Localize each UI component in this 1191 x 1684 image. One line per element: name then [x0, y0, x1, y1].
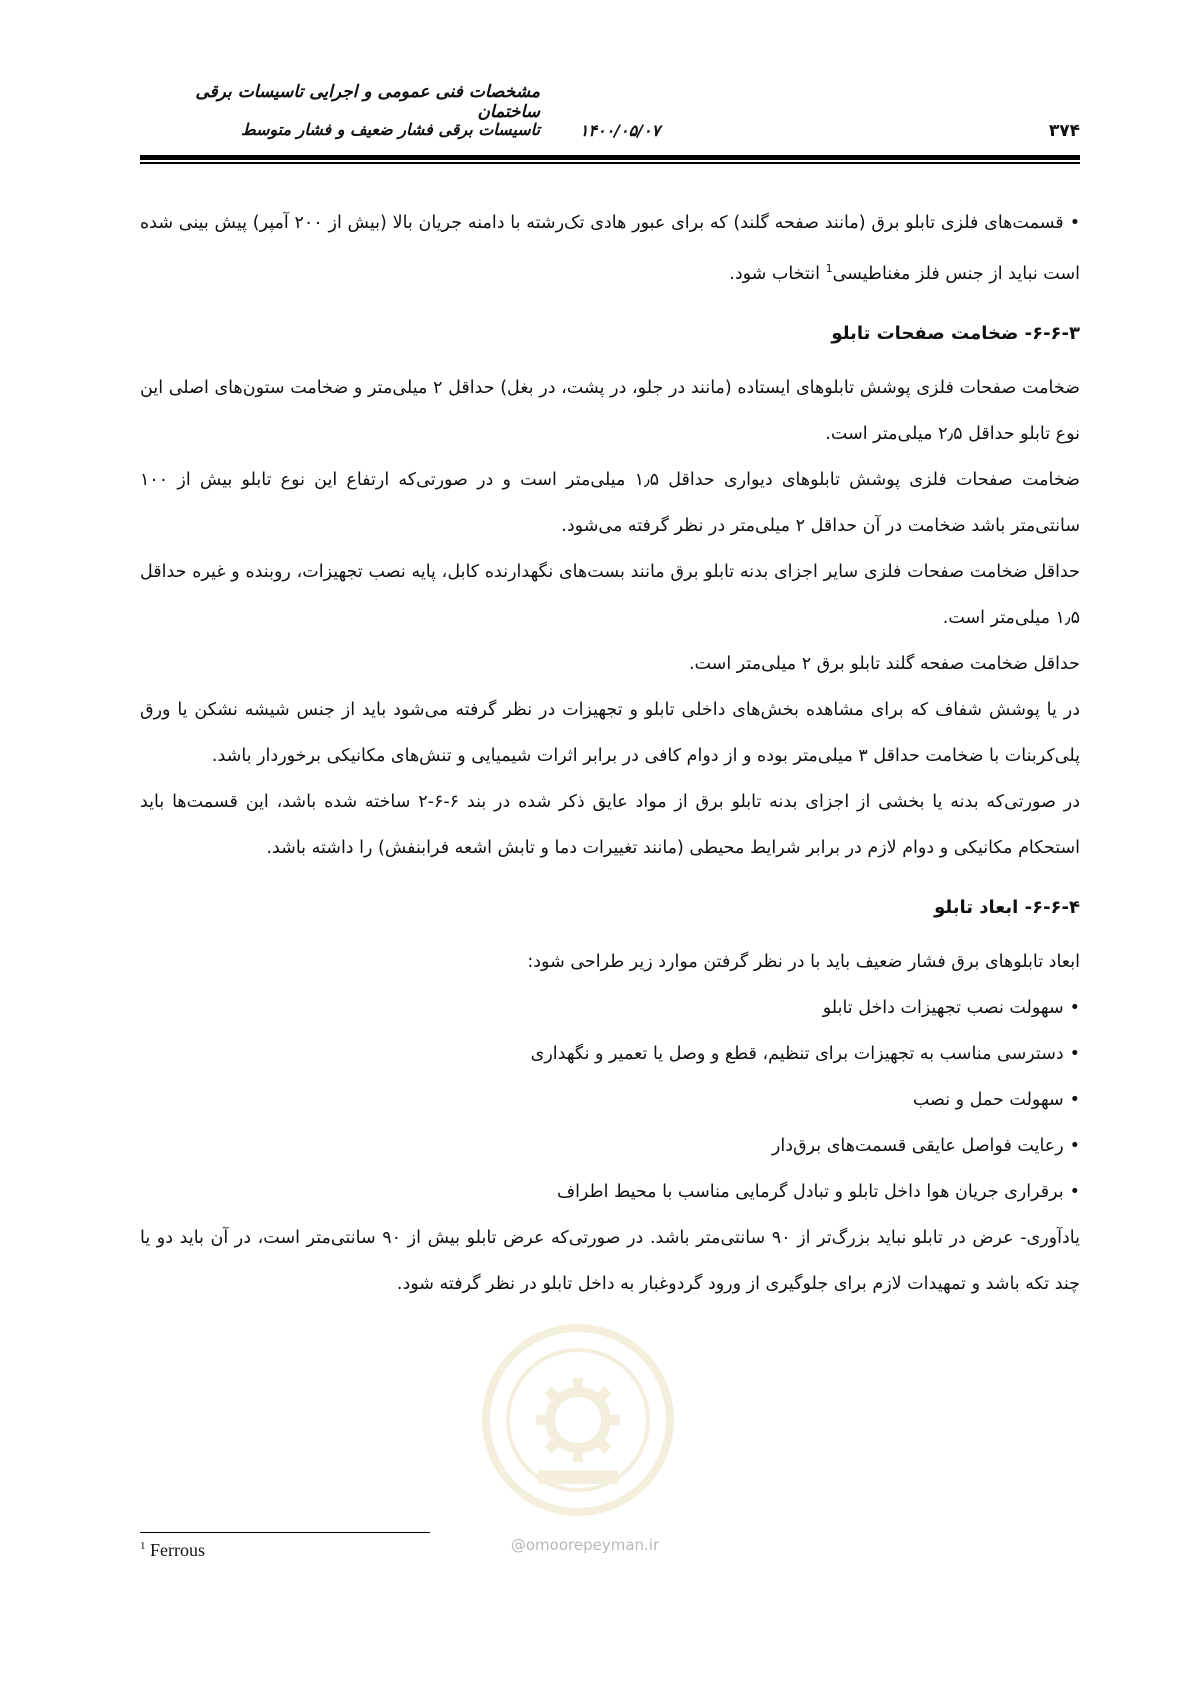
footnote-rule [140, 1532, 430, 1533]
intro-bullet-text: قسمت‌های فلزی تابلو برق (مانند صفحه گلند) که برای عبور هادی تک‌رشته با دامنه جریان بالا (بیش از ۲۰۰ آمپر) پیش بینی شده است نباید از جنس فلز مغناطیسی [140, 213, 1080, 284]
footnote-ref[interactable]: 1 [825, 262, 833, 275]
header-subtitle: تاسیسات برقی فشار ضعیف و فشار متوسط [240, 120, 540, 139]
footnote [140, 1540, 205, 1561]
section-heading-thickness: ۶-۶-۳- ضخامت صفحات تابلو [831, 322, 1080, 344]
header-title: مشخصات فنی عمومی و اجرایی تاسیسات برقی ساختمان [195, 82, 540, 122]
watermark-seal-icon [478, 1320, 678, 1520]
bullet-dot: • [1069, 997, 1080, 1018]
bullet-dot: • [1069, 213, 1081, 233]
paragraph: ضخامت صفحات فلزی پوشش تابلوهای ایستاده (مانند در جلو، در پشت، در بغل) حداقل ۲ میلی‌متر و ضخامت ستون‌های اصلی این نوع تابلو حداقل ۲٫۵ میلی‌متر است. [140, 377, 1080, 444]
bullet-dot: • [1069, 1135, 1080, 1156]
bullet-dot: • [1069, 1043, 1080, 1064]
footnote-text: Ferrous [150, 1540, 205, 1560]
list-item: •برقراری جریان هوا داخل تابلو و تبادل گرمایی مناسب با محیط اطراف [140, 1169, 1080, 1215]
paragraph: حداقل ضخامت صفحه گلند تابلو برق ۲ میلی‌متر است. [688, 653, 1080, 674]
paragraph: ابعاد تابلوهای برق فشار ضعیف باید با در نظر گرفتن موارد زیر طراحی شود: [527, 951, 1080, 972]
paragraph: در یا پوشش شفاف که برای مشاهده بخش‌های داخلی تابلو و تجهیزات در نظر گرفته می‌شود باید از جنس شیشه نشکن یا ورق پلی‌کربنات با ضخامت حداقل ۳ میلی‌متر بوده و از دوام کافی در برابر اثرات شیمیایی و تنش‌های مکانیکی برخوردار باشد. [140, 699, 1080, 766]
header-rule-thick [140, 155, 1080, 160]
watermark-text: @omoorepeyman.ir [510, 1536, 660, 1554]
bullet-dot: • [1069, 1089, 1080, 1110]
paragraph: ضخامت صفحات فلزی پوشش تابلوهای دیواری حداقل ۱٫۵ میلی‌متر است و در صورتی‌که ارتفاع این نوع تابلو بیش از ۱۰۰ سانتی‌متر باشد ضخامت در آن حداقل ۲ میلی‌متر در نظر گرفته می‌شود. [140, 469, 1080, 536]
page-number: ۳۷۴ [1048, 121, 1080, 141]
section-heading-dimensions: ۶-۶-۴- ابعاد تابلو [934, 896, 1080, 918]
header-rule-thin [140, 162, 1080, 164]
footnote-number: 1 [140, 1540, 146, 1552]
list-item: •سهولت حمل و نصب [140, 1077, 1080, 1123]
list-item: •سهولت نصب تجهیزات داخل تابلو [140, 985, 1080, 1031]
note-paragraph: یادآوری- عرض در تابلو نباید بزرگ‌تر از ۹۰ سانتی‌متر باشد. در صورتی‌که عرض تابلو بیش از ۹۰ سانتی‌متر است، در آن باید دو یا چند تکه باشد و تمهیدات لازم برای جلوگیری از ورود گردوغبار به داخل تابلو در نظر گرفته شود. [140, 1227, 1080, 1294]
bullet-dot: • [1069, 1181, 1080, 1202]
intro-bullet-end: انتخاب شود. [729, 263, 826, 284]
header-date: ۱۴۰۰/۰۵/۰۷ [579, 121, 661, 140]
body-content [140, 200, 1080, 1307]
paragraph: در صورتی‌که بدنه یا بخشی از اجزای بدنه تابلو برق از مواد عایق ذکر شده در بند ۶-۶-۲ ساخته شده باشد، این قسمت‌ها باید استحکام مکانیکی و دوام لازم در برابر شرایط محیطی (مانند تغییرات دما و تابش اشعه فرابنفش) را داشته باشد. [140, 791, 1080, 858]
bullet-list [140, 985, 1080, 1215]
intro-bullet [140, 200, 1080, 297]
paragraph: حداقل ضخامت صفحات فلزی سایر اجزای بدنه تابلو برق مانند بست‌های نگهدارنده کابل، پایه نصب تجهیزات، روبنده و غیره حداقل ۱٫۵ میلی‌متر است. [140, 561, 1080, 628]
list-item: •رعایت فواصل عایقی قسمت‌های برق‌دار [140, 1123, 1080, 1169]
list-item: •دسترسی مناسب به تجهیزات برای تنظیم، قطع و وصل یا تعمیر و نگهداری [140, 1031, 1080, 1077]
